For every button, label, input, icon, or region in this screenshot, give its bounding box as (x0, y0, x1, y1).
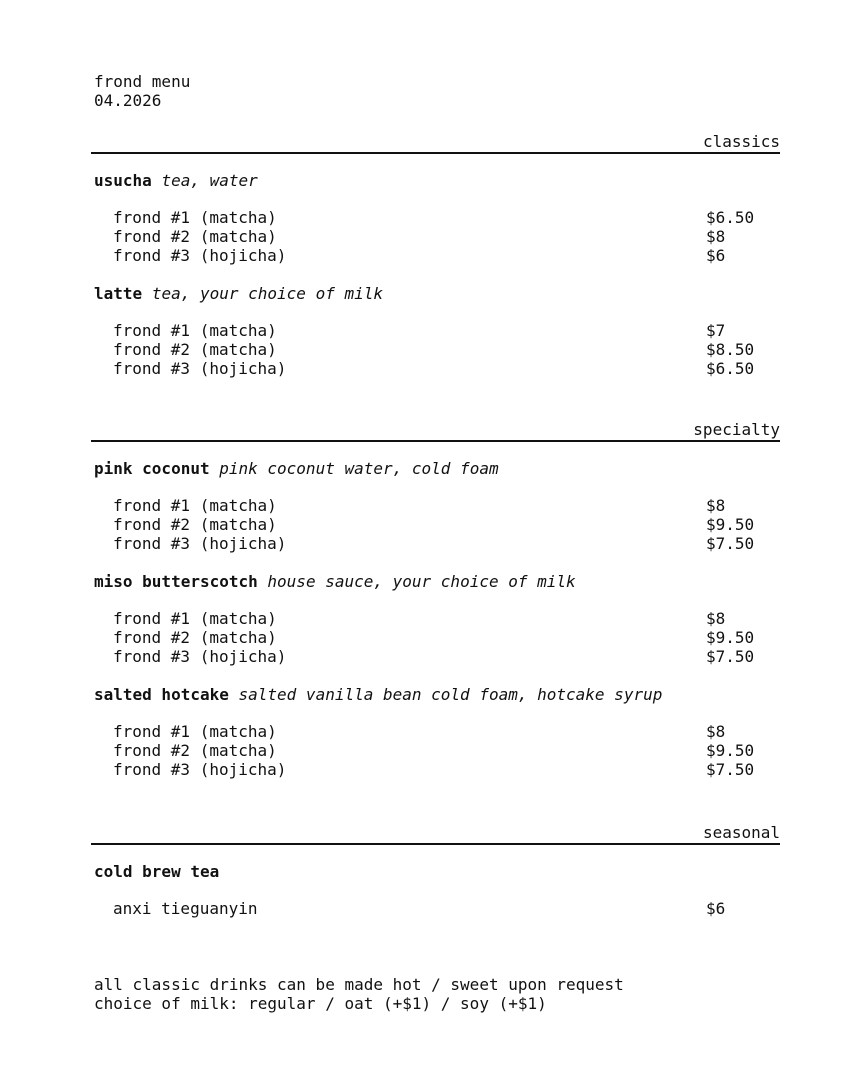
drink-title (94, 171, 780, 190)
footer-note-milk: choice of milk: regular / oat (+$1) / soy (+$1) (94, 994, 547, 1013)
item-price: $8 (706, 227, 726, 246)
drink-description: tea, your choice of milk (151, 284, 383, 303)
menu-item (94, 741, 780, 760)
item-label: frond #2 (matcha) (113, 741, 277, 760)
menu-header (94, 72, 190, 110)
section-seasonal (91, 822, 780, 918)
item-price: $6 (706, 246, 726, 265)
menu-item (94, 340, 780, 359)
menu-item (94, 534, 780, 553)
menu-date: 04.2026 (94, 91, 162, 110)
item-label: frond #2 (matcha) (113, 515, 277, 534)
drink-title (94, 685, 780, 704)
drink-title (94, 862, 780, 881)
drink-description: pink coconut water, cold foam (219, 459, 499, 478)
drink-items (94, 321, 780, 378)
item-label: frond #1 (matcha) (113, 496, 277, 515)
drink-title (94, 284, 780, 303)
item-price: $9.50 (706, 515, 755, 534)
item-price: $8 (706, 496, 726, 515)
menu-item (94, 496, 780, 515)
item-label: frond #3 (hojicha) (113, 534, 287, 553)
item-price: $8 (706, 609, 726, 628)
menu-item (94, 899, 780, 918)
drink-pink-coconut (94, 459, 780, 553)
item-price: $8.50 (706, 340, 755, 359)
item-label: anxi tieguanyin (113, 899, 258, 918)
drink-description: salted vanilla bean cold foam, hotcake syrup (238, 685, 663, 704)
section-header (91, 822, 780, 845)
drink-name: miso butterscotch (94, 572, 258, 591)
item-price: $6 (706, 899, 726, 918)
drink-items (94, 208, 780, 265)
drink-items (94, 899, 780, 918)
item-label: frond #1 (matcha) (113, 208, 277, 227)
menu-item (94, 246, 780, 265)
drink-description: house sauce, your choice of milk (267, 572, 576, 591)
menu-item (94, 321, 780, 340)
item-price: $7.50 (706, 647, 755, 666)
drink-items (94, 722, 780, 779)
drink-cold-brew-tea (94, 862, 780, 918)
item-label: frond #3 (hojicha) (113, 246, 287, 265)
item-label: frond #1 (matcha) (113, 321, 277, 340)
menu-title: frond menu (94, 72, 191, 91)
menu-item (94, 208, 780, 227)
drink-items (94, 609, 780, 666)
menu-item (94, 628, 780, 647)
drink-description: tea, water (161, 171, 258, 190)
section-label: specialty (693, 420, 780, 439)
drink-salted-hotcake (94, 685, 780, 779)
footer-note-hot-sweet: all classic drinks can be made hot / sweet upon request (94, 975, 624, 994)
item-label: frond #3 (hojicha) (113, 359, 287, 378)
item-label: frond #1 (matcha) (113, 609, 277, 628)
item-price: $7 (706, 321, 726, 340)
drink-title (94, 459, 780, 478)
item-price: $7.50 (706, 534, 755, 553)
drink-title (94, 572, 780, 591)
section-classics (91, 131, 780, 378)
drink-latte (94, 284, 780, 378)
drink-miso-butterscotch (94, 572, 780, 666)
menu-item (94, 609, 780, 628)
item-price: $9.50 (706, 628, 755, 647)
section-header (91, 419, 780, 442)
menu-footer (94, 975, 624, 1013)
item-price: $8 (706, 722, 726, 741)
item-price: $7.50 (706, 760, 755, 779)
item-price: $9.50 (706, 741, 755, 760)
drink-items (94, 496, 780, 553)
drink-name: pink coconut (94, 459, 210, 478)
item-price: $6.50 (706, 359, 755, 378)
item-label: frond #3 (hojicha) (113, 647, 287, 666)
item-price: $6.50 (706, 208, 755, 227)
menu-item (94, 722, 780, 741)
menu-item (94, 760, 780, 779)
drink-usucha (94, 171, 780, 265)
item-label: frond #2 (matcha) (113, 340, 277, 359)
item-label: frond #1 (matcha) (113, 722, 277, 741)
item-label: frond #2 (matcha) (113, 227, 277, 246)
menu-item (94, 515, 780, 534)
section-specialty (91, 419, 780, 779)
drink-name: latte (94, 284, 143, 303)
menu-item (94, 359, 780, 378)
item-label: frond #3 (hojicha) (113, 760, 287, 779)
drink-name: salted hotcake (94, 685, 229, 704)
item-label: frond #2 (matcha) (113, 628, 277, 647)
section-label: seasonal (702, 823, 780, 842)
menu-item (94, 227, 780, 246)
drink-name: usucha (94, 171, 152, 190)
drink-name: cold brew tea (94, 862, 220, 881)
section-header (91, 131, 780, 154)
section-label: classics (702, 132, 780, 151)
menu-item (94, 647, 780, 666)
